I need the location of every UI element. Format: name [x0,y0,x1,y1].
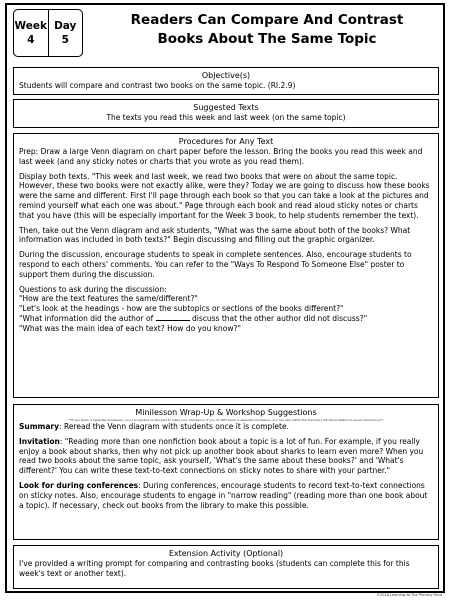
copyright-footer: ©2018 Learning At The Primary Pond [376,593,442,597]
page-header [7,5,443,65]
objective-text: Students will compare and contrast two books on the same topic. (RI.2.9) [19,81,296,90]
conferences-text: : During conferences, encourage students to record text-to-text connections on sticky notes. Also, encourage students to engage in "narrow reading" (reading more than one book about a topic). If necessary, check out books from the library to make this possible. [19,480,428,510]
summary-text: : Reread the Venn diagram with students once it is complete. [59,422,289,431]
question-3-start: "What information did the author of [19,313,154,323]
page-title [97,11,437,49]
question-4: "What was the main idea of each text? How do you know?" [19,323,241,333]
day-label: Day [54,20,77,32]
question-3-end: discuss that the other author did not discuss?" [192,313,368,323]
lesson-page [5,3,445,593]
procedures-body [14,147,438,334]
wrapup-section [13,404,439,540]
question-3 [19,314,433,324]
extension-section [13,545,439,589]
wrapup-body [14,422,438,510]
prep-paragraph: Prep: Draw a large Venn diagram on chart paper before the lesson. Bring the books you read this week and last week (and any sticky notes or charts that you wrote as you read them). [19,147,423,166]
fill-in-blank [156,314,190,321]
day-number: 5 [61,34,69,46]
extension-text: I've provided a writing prompt for comparing and contrasting books (students can complete this for this week's text or another text). [19,559,410,578]
conferences-label: Look for during conferences [19,480,139,490]
week-number: 4 [27,34,35,46]
question-2: "Let's look at the headings - how are the subtopics or sections of the books different?" [19,304,344,314]
wrapup-title: Minilesson Wrap-Up & Workshop Suggestions [135,408,317,417]
procedures-section [13,133,439,398]
week-cell [14,10,48,56]
summary-paragraph [19,422,433,432]
wrapup-note: **If you teach a separate minilesson, you can expand on the part to make your minilesson. If you do NOT teach a separate minilesson, you can skip either the Summary OR the Invitation to avoid redundancy** [68,418,384,422]
week-day-badge [13,9,83,57]
suggested-texts-section [13,99,439,128]
invitation-text: : "Reading more than one nonfiction book about a topic is a lot of fun. For example, if you really enjoy a book about sharks, then why not pick up another book about sharks to learn even more? When you read two books about the same topic, ask yourself, 'What's the same about these books?' and 'What's different?' You can write these text-to-text connections on sticky notes to share with your partner." [19,436,424,476]
invitation-paragraph [19,437,433,476]
title-line-2: Books About The Same Topic [157,31,377,47]
extension-title: Extension Activity (Optional) [168,549,284,558]
questions-intro: Questions to ask during the discussion: [19,284,167,294]
title-line-1: Readers Can Compare And Contrast [130,12,404,28]
week-label: Week [14,20,47,32]
suggested-texts-text: The texts you read this week and last week (on the same topic) [106,113,346,122]
day-cell [48,10,83,56]
venn-paragraph: Then, take out the Venn diagram and ask students, "What was the same about both of the books? What information was included in both texts?" Begin discussing and filling out the graphic organizer. [19,225,411,245]
summary-label: Summary [19,422,60,431]
objective-section [13,67,439,95]
question-1: "How are the text features the same/different?" [19,294,198,304]
display-paragraph: Display both texts. "This week and last week, we read two books that were on about the same topic. However, these two books were not exactly alike, were they? Today we are going to discuss how these books were the same and different. First I'll page through each book so that you can take a look at the pictures and remind yourself what each one was about." Page through each book and read aloud sticky notes or charts that you have (this will be especially important for the Week 3 book, to help students remember the text). [19,171,430,220]
suggested-texts-title: Suggested Texts [193,103,259,112]
procedures-title: Procedures for Any Text [178,137,274,146]
objective-title: Objective(s) [201,71,251,80]
discussion-paragraph: During the discussion, encourage students to speak in complete sentences. Also, encourage students to respond to each others' comments. You can refer to the "Ways To Respond To Someone Else" poster to support them during the discussion. [19,250,412,279]
conferences-paragraph [19,481,433,510]
invitation-label: Invitation [19,436,60,446]
